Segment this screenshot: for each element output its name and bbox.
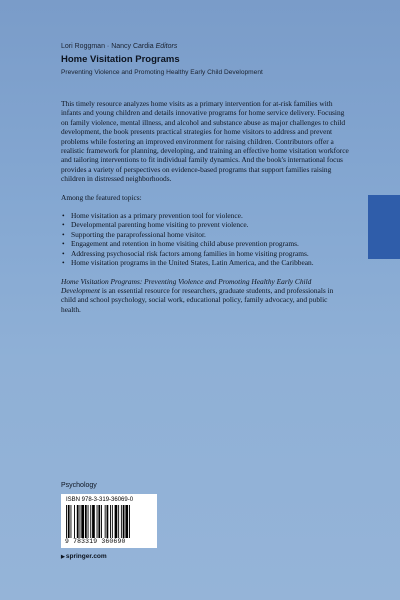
closing-paragraph bbox=[61, 277, 349, 315]
isbn-label: ISBN 978-3-319-36069-0 bbox=[66, 497, 134, 503]
editors-line bbox=[61, 43, 177, 50]
barcode-stripe bbox=[97, 505, 98, 538]
barcode-stripe bbox=[88, 505, 89, 538]
barcode-stripe bbox=[121, 505, 122, 538]
back-cover-text bbox=[61, 99, 349, 314]
barcode-stripe bbox=[115, 505, 118, 538]
barcode-stripe bbox=[77, 505, 79, 538]
barcode-stripe bbox=[129, 505, 130, 538]
barcode-stripe bbox=[85, 505, 87, 538]
barcode bbox=[66, 505, 152, 538]
topic-item: • Home visitation as a primary prevention tool for violence. bbox=[61, 211, 349, 220]
barcode-stripe bbox=[81, 505, 84, 538]
editors-role: Editors bbox=[155, 43, 178, 50]
topic-item: • Developmental parenting home visiting to prevent violence. bbox=[61, 220, 349, 229]
subject-label: Psychology bbox=[61, 482, 97, 489]
barcode-stripe bbox=[110, 505, 111, 538]
barcode-stripe bbox=[125, 505, 128, 538]
arrow-icon: ▶ bbox=[61, 554, 65, 560]
barcode-stripe bbox=[98, 505, 100, 538]
barcode-stripe bbox=[80, 505, 81, 538]
closing-book-title: Home Visitation Programs: Preventing Violence and Promoting Healthy Early Child Development bbox=[61, 276, 312, 295]
topic-item: • Engagement and retention in home visiting child abuse prevention programs. bbox=[61, 239, 349, 248]
barcode-stripe bbox=[74, 505, 75, 538]
barcode-stripe bbox=[92, 505, 95, 538]
side-tab bbox=[368, 195, 400, 259]
barcode-stripe bbox=[101, 505, 102, 538]
barcode-number: 9 783319 360690 bbox=[65, 538, 126, 545]
barcode-stripe bbox=[118, 505, 119, 538]
barcode-stripe bbox=[71, 505, 72, 538]
topic-item: • Addressing psychosocial risk factors among families in home visiting programs. bbox=[61, 249, 349, 258]
barcode-stripe bbox=[90, 505, 91, 538]
website-label: springer.com bbox=[65, 553, 107, 560]
publisher-website bbox=[61, 553, 107, 560]
barcode-stripe bbox=[105, 505, 106, 538]
book-subtitle: Preventing Violence and Promoting Healthy Early Child Development bbox=[61, 69, 263, 76]
barcode-stripe bbox=[68, 505, 70, 538]
editors-names: Lori Roggman · Nancy Cardia bbox=[61, 43, 154, 50]
barcode-box bbox=[61, 494, 157, 548]
barcode-stripe bbox=[112, 505, 113, 538]
description-paragraph: This timely resource analyzes home visits as a primary intervention for at-risk families with infants and young children and details innovative programs for home service delivery. Focusing on family violence, mental illness, and alcohol and substance abuse as major challenges to child development, the book presents practical strategies for home visitors to address and prevent problems while fostering an improved environment for raising children. Contributors offer a realistic framework for planning, developing, and training an effective home visitation workforce and tailoring interventions to fit individual family dynamics. And the book's international focus provides a variety of perspectives on evidence-based programs that support families raising children in distressed neighborhoods. bbox=[61, 99, 349, 184]
topic-item: • Home visitation programs in the United States, Latin America, and the Caribbean. bbox=[61, 258, 349, 267]
book-title: Home Visitation Programs bbox=[61, 54, 180, 65]
barcode-stripe bbox=[107, 505, 109, 538]
topics-intro: Among the featured topics: bbox=[61, 192, 142, 202]
closing-text: is an essential resource for researchers, graduate students, and professionals in child and school psychology, social work, educational policy, family advocacy, and public health. bbox=[61, 285, 334, 314]
topic-item: • Supporting the paraprofessional home visitor. bbox=[61, 230, 349, 239]
barcode-stripe bbox=[66, 505, 67, 538]
topics-list bbox=[61, 211, 349, 267]
barcode-stripe bbox=[123, 505, 125, 538]
